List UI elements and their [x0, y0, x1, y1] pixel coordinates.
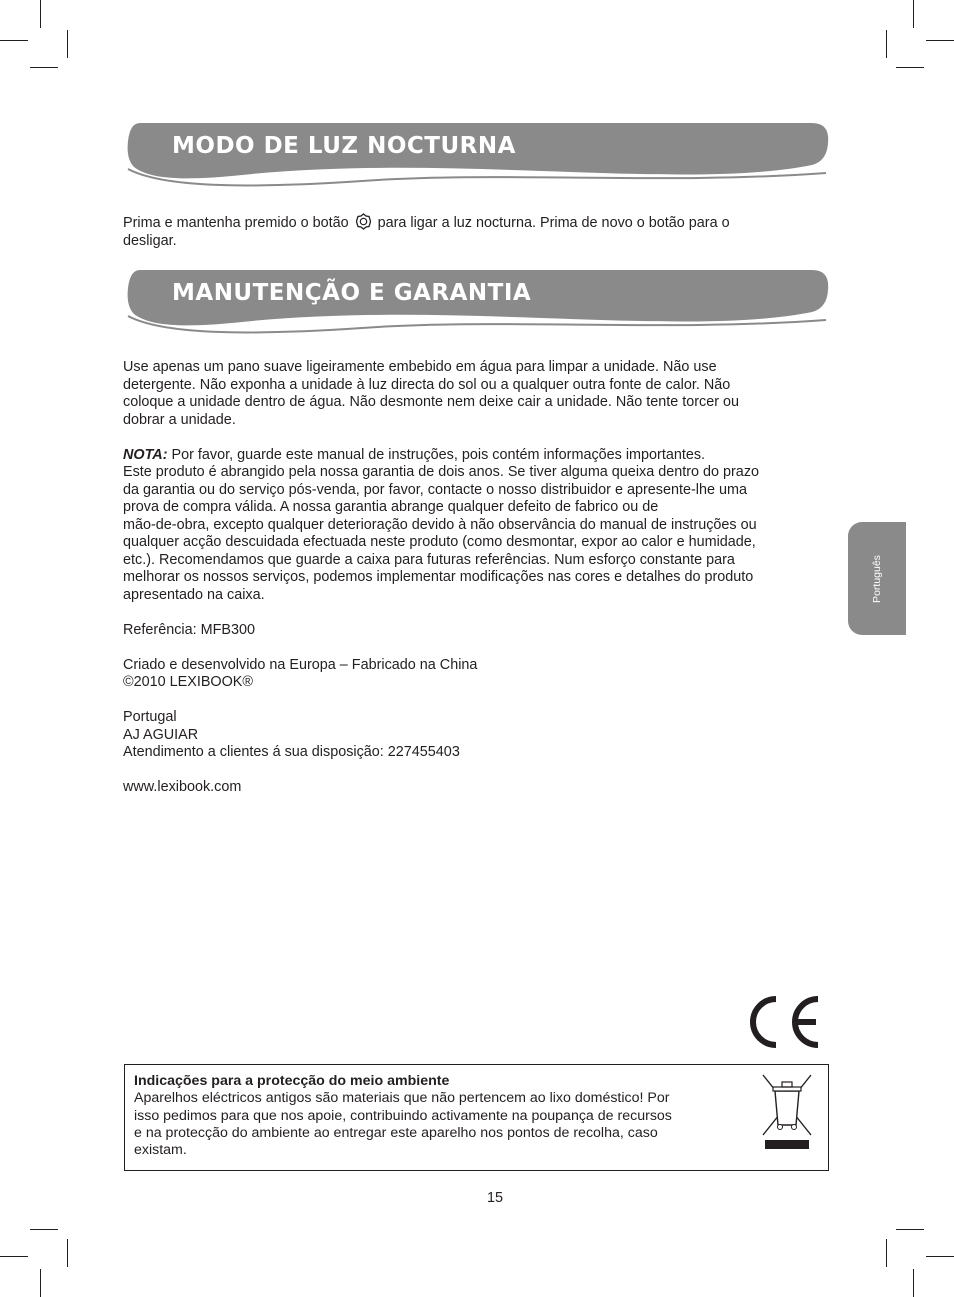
warranty-line: etc.). Recomendamos que guarde a caixa para futuras referências. Num esforço constante para [123, 551, 735, 568]
environment-line: existam. [134, 1142, 187, 1159]
care-line: Use apenas um pano suave ligeiramente embebido em água para limpar a unidade. Não use [123, 359, 717, 375]
warranty-line: melhorar os nossos serviços, podemos implementar modificações nas cores e detalhes do produto [123, 569, 754, 585]
night-light-text-line2: desligar. [123, 232, 177, 249]
distributor: AJ AGUIAR [123, 726, 199, 743]
night-light-banner [122, 123, 830, 195]
care-line: dobrar a unidade. [123, 411, 236, 428]
copyright: ©2010 LEXIBOOK® [123, 674, 254, 690]
night-light-text [123, 213, 823, 250]
warranty-line: Este produto é abrangido pela nossa garantia de dois anos. Se tiver alguma queixa dentro do prazo [123, 464, 760, 480]
country: Portugal [123, 709, 177, 725]
night-light-text-part1: Prima e mantenha premido o botão [123, 215, 349, 231]
page-number: 15 [486, 1190, 503, 1206]
environment-line: isso pedimos para que nos apoie, contribuindo activamente na poupança de recursos [134, 1107, 672, 1124]
support-phone: Atendimento a clientes á sua disposição: 227455403 [123, 744, 460, 760]
sun-button-icon [355, 213, 372, 230]
note-label: NOTA: [123, 446, 168, 463]
language-tab [848, 522, 906, 635]
maintenance-text [123, 359, 823, 797]
warranty-line: mão-de-obra, excepto qualquer deterioração devido à não observância do manual de instruções ou [123, 516, 757, 533]
warranty-line: da garantia ou do serviço pós-venda, por favor, contacte o nosso distribuidor e apresente-lhe uma [123, 481, 747, 498]
made-in: Criado e desenvolvido na Europa – Fabricado na China [123, 656, 478, 673]
care-line: detergente. Não exponha a unidade à luz directa do sol ou a qualquer outra fonte de calor. Não [123, 376, 731, 393]
warranty-line: qualquer acção descuidada efectuada neste produto (como desmontar, expor ao calor e humidade, [123, 534, 756, 550]
crossed-bin-icon [759, 1071, 815, 1151]
maintenance-banner [122, 270, 830, 342]
environment-line: e na protecção do ambiente ao entregar este aparelho nos pontos de recolha, caso [134, 1124, 658, 1141]
environment-notice [124, 1064, 829, 1171]
warranty-line: apresentado na caixa. [123, 586, 265, 603]
environment-heading: Indicações para a protecção do meio ambiente [134, 1073, 450, 1089]
ce-mark-icon [742, 994, 822, 1050]
note-text: Por favor, guarde este manual de instruções, pois contém informações importantes. [171, 446, 706, 463]
reference: Referência: MFB300 [123, 621, 255, 638]
website-link[interactable]: www.lexibook.com [123, 779, 242, 795]
night-light-text-part2: para ligar a luz nocturna. Prima de novo o botão para o [377, 215, 730, 231]
section-title: MODO DE LUZ NOCTURNA [172, 133, 516, 159]
language-label: Português [871, 554, 883, 603]
section-title: MANUTENÇÃO E GARANTIA [172, 280, 532, 306]
care-line: coloque a unidade dentro de água. Não desmonte nem deixe cair a unidade. Não tente torcer ou [123, 394, 740, 410]
environment-line: Aparelhos eléctricos antigos são materiais que não pertencem ao lixo doméstico! Por [134, 1090, 670, 1107]
warranty-line: prova de compra válida. A nossa garantia abrange qualquer defeito de fabrico ou de [123, 499, 659, 515]
